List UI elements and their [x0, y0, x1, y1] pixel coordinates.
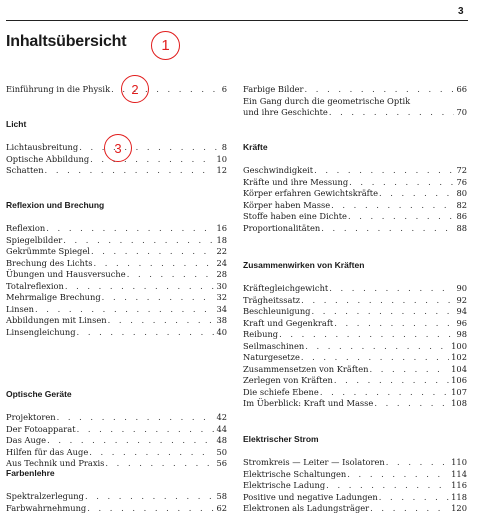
toc-entry[interactable] [243, 328, 467, 340]
entry-label: Naturgesetze [243, 352, 300, 362]
entry-page-number: 88 [456, 222, 467, 233]
entry-label: Kräfte und ihre Messung [243, 176, 349, 187]
toc-entry[interactable] [243, 176, 467, 188]
toc-entry[interactable] [243, 164, 467, 176]
entry-label: Linsen [6, 303, 35, 314]
top-rule [6, 20, 468, 21]
entry-page-number: 114 [451, 468, 467, 479]
entry-label: Aus Technik und Praxis [6, 458, 105, 468]
dot-leader [321, 222, 454, 234]
entry-label: Gekrümmte Spiegel [6, 246, 90, 256]
entry-label: Stoffe haben eine Dichte [243, 211, 347, 221]
entry-label: Hilfen für das Auge [6, 446, 89, 457]
entry-page-number: 34 [216, 303, 227, 314]
entry-label: Das Auge [6, 435, 47, 445]
dot-leader [334, 374, 449, 386]
entry-page-number: 120 [451, 503, 467, 513]
toc-entry[interactable] [243, 374, 467, 386]
entry-label: Elektrische Schaltungen [243, 468, 347, 479]
dot-leader [329, 106, 455, 118]
entry-label: Seilmaschinen [243, 340, 305, 351]
dot-leader [77, 326, 215, 338]
toc-entry[interactable] [6, 280, 227, 292]
entry-label: Farbige Bilder [243, 84, 304, 94]
dot-leader [301, 351, 449, 363]
toc-entry[interactable] [6, 222, 227, 234]
entry-page-number: 58 [216, 491, 227, 501]
dot-leader [349, 176, 454, 188]
entry-label: Elektronen als Ladungsträger [243, 503, 370, 513]
dot-leader [47, 434, 214, 446]
entry-page-number: 108 [451, 398, 467, 408]
toc-entry[interactable] [6, 303, 227, 315]
toc-entry[interactable] [243, 479, 467, 491]
toc-entry[interactable] [243, 187, 467, 199]
entry-label: Reibung [243, 329, 279, 339]
dot-leader [370, 363, 450, 375]
toc-entry[interactable] [6, 268, 227, 280]
entry-page-number: 80 [456, 188, 467, 198]
entry-page-number: 104 [451, 363, 467, 374]
dot-leader [386, 456, 449, 468]
dot-leader [63, 234, 214, 246]
toc-entry[interactable] [6, 234, 227, 246]
dot-leader [347, 468, 449, 480]
entry-page-number: 72 [456, 165, 467, 175]
entry-page-number: 6 [221, 84, 227, 94]
toc-entry[interactable] [6, 83, 227, 95]
entry-label: Ein Gang durch die geometrische Optik [243, 96, 411, 106]
entry-page-number: 42 [216, 412, 227, 422]
section-heading: Optische Geräte [6, 389, 72, 399]
entry-page-number: 118 [451, 491, 467, 502]
entry-label: Körper haben Masse [243, 199, 331, 210]
dot-leader [79, 141, 220, 153]
entry-page-number: 82 [456, 199, 467, 210]
entry-page-number: 22 [216, 246, 227, 256]
toc-entry[interactable] [243, 294, 467, 306]
toc-entry[interactable] [243, 210, 467, 222]
dot-leader [85, 490, 214, 502]
entry-label: Farbwahrnehmung [6, 502, 87, 513]
dot-leader [93, 257, 214, 269]
dot-leader [311, 305, 454, 317]
entry-label: Schatten [6, 165, 44, 175]
dot-leader [65, 280, 215, 292]
dot-leader [111, 83, 220, 95]
entry-label: Reflexion [6, 223, 46, 233]
dot-leader [334, 317, 454, 329]
entry-page-number: 102 [451, 352, 467, 362]
entry-page-number: 32 [216, 292, 227, 302]
entry-page-number: 76 [456, 176, 467, 187]
section-heading: Licht [6, 119, 27, 129]
entry-label: Einführung in die Physik [6, 84, 111, 94]
page-title: Inhaltsübersicht [6, 33, 127, 50]
entry-label: Linsengleichung [6, 326, 76, 337]
entry-label: Abbildungen mit Linsen [6, 315, 107, 325]
entry-page-number: 28 [216, 269, 227, 279]
entry-page-number: 96 [456, 317, 467, 328]
toc-entry[interactable] [243, 340, 467, 352]
entry-label: Mehrmalige Brechung [6, 292, 101, 302]
dot-leader [77, 423, 215, 435]
dot-leader [329, 282, 454, 294]
entry-label: Beschleunigung [243, 306, 311, 316]
entry-page-number: 10 [216, 153, 227, 164]
toc-entry[interactable] [6, 291, 227, 303]
dot-leader [301, 294, 454, 306]
entry-label: Die schiefe Ebene [243, 386, 319, 397]
toc-entry[interactable] [6, 490, 227, 502]
toc-entry[interactable] [6, 446, 227, 458]
dot-leader [320, 386, 449, 398]
entry-label: Trägheitssatz [243, 294, 301, 305]
dot-leader [379, 187, 454, 199]
section-heading: Kräfte [243, 142, 268, 152]
entry-page-number: 94 [456, 306, 467, 316]
dot-leader [374, 397, 449, 409]
entry-label: Optische Abbildung [6, 153, 90, 164]
toc-entry[interactable] [6, 434, 227, 446]
toc-entry[interactable] [6, 423, 227, 435]
toc-entry[interactable] [6, 314, 227, 326]
entry-page-number: 40 [216, 326, 227, 337]
entry-label: Spektralzerlegung [6, 491, 84, 501]
dot-leader [331, 199, 454, 211]
dot-leader [279, 328, 454, 340]
dot-leader [89, 446, 214, 458]
entry-page-number: 8 [221, 142, 227, 152]
toc-entry[interactable] [243, 386, 467, 398]
dot-leader [370, 502, 449, 514]
toc-entry[interactable] [243, 282, 467, 294]
toc-entry[interactable] [243, 502, 467, 514]
dot-leader [102, 291, 215, 303]
entry-page-number: 107 [451, 386, 467, 397]
entry-page-number: 16 [216, 223, 227, 233]
entry-label: Projektoren [6, 412, 56, 422]
entry-page-number: 92 [456, 294, 467, 305]
toc-entry[interactable] [243, 199, 467, 211]
entry-page-number: 48 [216, 435, 227, 445]
entry-label: und ihre Geschichte [243, 107, 328, 117]
entry-label: Geschwindigkeit [243, 165, 314, 175]
toc-entry[interactable] [6, 141, 227, 153]
toc-entry[interactable] [243, 491, 467, 503]
entry-page-number: 38 [216, 315, 227, 325]
toc-entry[interactable] [243, 305, 467, 317]
toc-entry[interactable] [243, 468, 467, 480]
section-heading: Reflexion und Brechung [6, 200, 105, 210]
toc-entry[interactable] [243, 317, 467, 329]
entry-label: Körper erfahren Gewichtskräfte [243, 188, 378, 198]
entry-label: Kraft und Gegenkraft [243, 317, 334, 328]
entry-label: Im Überblick: Kraft und Masse [243, 398, 374, 408]
dot-leader [326, 479, 449, 491]
page-number: 3 [458, 6, 464, 17]
entry-label: Kräftegleichgewicht [243, 283, 329, 293]
dot-leader [90, 153, 214, 165]
entry-page-number: 100 [451, 340, 467, 351]
dot-leader [305, 340, 449, 352]
entry-label: Brechung des Lichts [6, 257, 93, 268]
dot-leader [45, 164, 215, 176]
entry-page-number: 116 [451, 480, 467, 490]
entry-label: Proportionalitäten [243, 222, 321, 233]
entry-page-number: 62 [216, 502, 227, 513]
entry-page-number: 44 [216, 423, 227, 434]
section-heading: Zusammenwirken von Kräften [243, 260, 365, 270]
dot-leader [57, 411, 215, 423]
entry-page-number: 66 [456, 84, 467, 94]
entry-page-number: 56 [216, 458, 227, 468]
annotation-marker-1: 1 [151, 31, 180, 60]
annotation-marker-3: 3 [104, 134, 132, 162]
entry-page-number: 18 [216, 234, 227, 245]
dot-leader [379, 491, 449, 503]
toc-entry[interactable] [243, 397, 467, 409]
dot-leader [314, 164, 454, 176]
toc-entry[interactable] [243, 456, 467, 468]
entry-label: Zusammensetzen von Kräften [243, 363, 369, 374]
toc-entry[interactable] [6, 502, 227, 514]
dot-leader [46, 222, 214, 234]
dot-leader [127, 268, 215, 280]
entry-page-number: 106 [451, 375, 467, 385]
toc-entry[interactable] [243, 83, 467, 95]
dot-leader [87, 502, 214, 514]
section-heading: Farbenlehre [6, 468, 55, 478]
entry-page-number: 86 [456, 211, 467, 221]
toc-entry[interactable] [6, 326, 227, 338]
toc-entry[interactable] [6, 164, 227, 176]
toc-entry[interactable] [243, 351, 467, 363]
entry-page-number: 70 [456, 107, 467, 117]
entry-label: Positive und negative Ladungen [243, 491, 378, 502]
toc-entry[interactable] [243, 222, 467, 234]
entry-page-number: 30 [216, 280, 227, 291]
annotation-marker-2: 2 [121, 75, 149, 103]
toc-entry[interactable] [243, 106, 467, 118]
entry-label: Spiegelbilder [6, 234, 63, 245]
entry-page-number: 50 [216, 446, 227, 457]
toc-entry[interactable] [6, 257, 227, 269]
dot-leader [105, 457, 214, 469]
entry-page-number: 12 [216, 165, 227, 175]
dot-leader [305, 83, 455, 95]
entry-label: Der Fotoapparat [6, 423, 76, 434]
dot-leader [35, 303, 214, 315]
entry-label: Stromkreis — Leiter — Isolatoren [243, 457, 385, 467]
entry-page-number: 110 [451, 457, 467, 467]
entry-label: Übungen und Hausversuche [6, 269, 126, 279]
entry-page-number: 98 [456, 329, 467, 339]
entry-page-number: 24 [216, 257, 227, 268]
entry-label: Lichtausbreitung [6, 142, 79, 152]
entry-label: Zerlegen von Kräften [243, 375, 333, 385]
toc-entry[interactable] [6, 153, 227, 165]
toc-entry[interactable] [6, 245, 227, 257]
entry-label: Totalreflexion [6, 280, 64, 291]
section-heading: Elektrischer Strom [243, 434, 319, 444]
entry-label: Elektrische Ladung [243, 480, 326, 490]
dot-leader [348, 210, 454, 222]
toc-entry[interactable] [6, 411, 227, 423]
dot-leader [91, 245, 215, 257]
entry-page-number: 90 [456, 283, 467, 293]
toc-entry[interactable] [243, 363, 467, 375]
dot-leader [108, 314, 215, 326]
